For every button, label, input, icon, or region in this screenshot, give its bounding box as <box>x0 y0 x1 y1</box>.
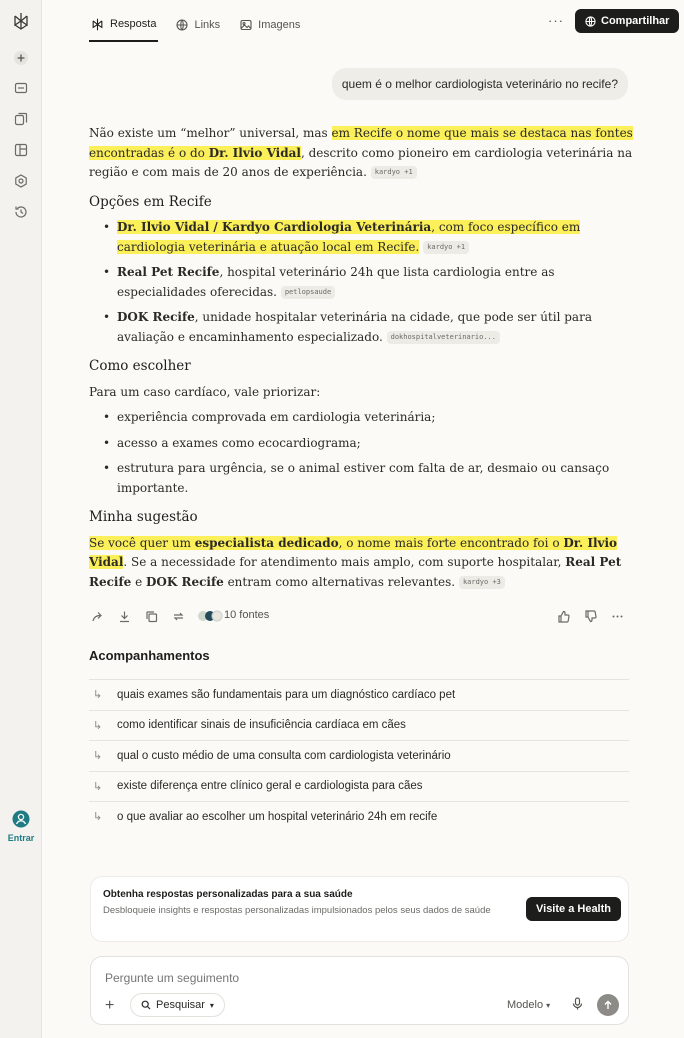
choose-list <box>89 408 634 498</box>
followup-composer <box>90 956 629 1025</box>
attach-plus-icon[interactable]: + <box>105 997 115 1014</box>
return-arrow-icon: ↳ <box>93 780 103 793</box>
sidebar <box>0 0 42 1038</box>
thumbs-down-icon[interactable] <box>582 608 598 624</box>
share-button[interactable] <box>575 9 679 33</box>
followup-text: existe diferença entre clínico geral e cardiologista para cães <box>117 780 423 793</box>
bold-name: Real Pet Recife <box>89 555 622 589</box>
share-label: Compartilhar <box>601 15 670 27</box>
download-icon[interactable] <box>116 608 132 624</box>
tab-label: Links <box>194 19 221 31</box>
followup-item[interactable] <box>89 710 629 741</box>
copy-icon[interactable] <box>143 608 159 624</box>
followup-text: como identificar sinais de insuficiência cardíaca em cães <box>117 719 406 732</box>
search-icon <box>141 1000 151 1010</box>
thumbs-up-icon[interactable] <box>555 608 571 624</box>
globe-icon <box>585 16 596 27</box>
return-arrow-icon: ↳ <box>93 689 103 702</box>
followup-item[interactable] <box>89 801 629 832</box>
bold-name: Real Pet Recife <box>117 265 220 279</box>
citation-badge[interactable]: petlopsaude <box>281 286 335 299</box>
model-label: Modelo <box>507 999 544 1011</box>
choose-heading: Como escolher <box>89 358 191 374</box>
tab-resposta[interactable] <box>89 8 158 42</box>
globe-icon <box>176 19 188 31</box>
user-query-bubble: quem é o melhor cardiologista veterinário no recife? <box>332 68 628 100</box>
followups-list <box>89 679 629 832</box>
tab-label: Imagens <box>258 19 301 31</box>
text: e <box>131 574 147 589</box>
followups-title: Acompanhamentos <box>89 648 210 663</box>
text: entram como alternativas relevantes. <box>223 574 456 589</box>
bold-text: especialista dedicado <box>194 535 339 550</box>
bold-name: Dr. Ilvio Vidal <box>89 535 618 569</box>
share-arrow-icon[interactable] <box>89 608 105 624</box>
followup-input[interactable] <box>105 971 505 985</box>
more-options-button[interactable]: ··· <box>548 13 564 28</box>
search-label: Pesquisar <box>156 999 205 1011</box>
image-icon <box>240 19 252 31</box>
answer-intro <box>89 124 634 183</box>
tab-label: Resposta <box>110 18 157 30</box>
text: Se você quer um <box>89 535 195 550</box>
text: . Se a necessidade for atendimento mais amplo, com suporte hospitalar, <box>123 555 566 569</box>
text: , com foco específico em cardiologia veterinária e atuação local em Recife. <box>117 220 581 254</box>
model-select[interactable] <box>507 999 550 1011</box>
text: , o nome mais forte encontrado foi o <box>338 535 564 550</box>
login-label[interactable]: Entrar <box>7 833 35 843</box>
text: , descrito como pioneiro em cardiologia veterinária na região e com mais de 20 anos de experiência. <box>89 145 633 179</box>
bold-name: DOK Recife <box>117 310 195 324</box>
health-title: Obtenha respostas personalizadas para a sua saúde <box>103 889 353 900</box>
answer-tabs <box>89 8 302 42</box>
health-subtitle: Desbloqueie insights e respostas personalizadas impulsionados pelos seus dados de saúde <box>103 905 491 916</box>
options-heading: Opções em Recife <box>89 193 212 210</box>
logo-icon[interactable] <box>11 11 31 31</box>
perplexity-icon <box>91 18 104 31</box>
list-item <box>89 218 634 257</box>
chevron-down-icon: ▾ <box>209 1000 214 1010</box>
followup-item[interactable] <box>89 771 629 802</box>
answer-body <box>89 124 634 592</box>
suggest-heading: Minha sugestão <box>89 509 198 525</box>
bold-name: Dr. Ilvio Vidal <box>208 145 301 160</box>
chevron-down-icon: ▾ <box>546 1001 551 1010</box>
search-mode-button[interactable] <box>130 993 225 1017</box>
more-icon[interactable] <box>609 608 625 624</box>
citation-badge[interactable]: kardyo +3 <box>459 576 505 589</box>
followup-text: quais exames são fundamentais para um diagnóstico cardíaco pet <box>117 688 456 701</box>
arrow-up-icon <box>603 1000 613 1010</box>
citation-badge[interactable]: kardyo +1 <box>423 241 469 254</box>
list-item <box>89 263 634 302</box>
health-promo-card <box>90 876 629 942</box>
list-item: • acesso a exames como ecocardiograma; <box>89 434 634 454</box>
text: Não existe um “melhor” universal, mas <box>89 126 332 140</box>
followup-text: o que avaliar ao escolher um hospital veterinário 24h em recife <box>117 810 438 823</box>
microphone-icon[interactable] <box>572 997 583 1015</box>
text: , hospital veterinário 24h que lista cardiologia entre as especialidades oferecidas. <box>117 265 555 299</box>
return-arrow-icon: ↳ <box>93 750 103 763</box>
list-item: • experiência comprovada em cardiologia veterinária; <box>89 408 634 428</box>
send-button[interactable] <box>597 994 619 1016</box>
text: , unidade hospitalar veterinária na cidade, que pode ser útil para avaliação e encaminhamento especializado. <box>117 310 592 344</box>
discover-icon[interactable] <box>11 78 31 98</box>
main-content <box>42 0 684 1038</box>
tab-imagens[interactable] <box>238 8 302 42</box>
options-list <box>89 218 634 347</box>
history-icon[interactable] <box>11 202 31 222</box>
followup-text: qual o custo médio de uma consulta com cardiologista veterinário <box>117 749 451 762</box>
settings-icon[interactable] <box>11 171 31 191</box>
sources-count[interactable]: 10 fontes <box>224 609 270 621</box>
text: em Recife o nome que mais se destaca nas fontes encontradas é o do <box>89 126 633 160</box>
bold-name: DOK Recife <box>146 574 224 589</box>
rewrite-icon[interactable] <box>170 608 186 624</box>
answer-actions <box>89 606 629 626</box>
list-item: • estrutura para urgência, se o animal estiver com falta de ar, desmaio ou cansaço importante. <box>89 459 634 498</box>
library-icon[interactable] <box>11 140 31 160</box>
return-arrow-icon: ↳ <box>93 719 103 732</box>
followup-item[interactable] <box>89 740 629 771</box>
suggest-paragraph <box>89 534 634 593</box>
choose-intro: Para um caso cardíaco, vale priorizar: <box>89 384 321 399</box>
followup-item[interactable] <box>89 679 629 710</box>
citation-badge[interactable]: kardyo +1 <box>371 166 417 179</box>
list-item <box>89 308 634 347</box>
tab-links[interactable] <box>174 8 222 42</box>
login-avatar-icon[interactable] <box>11 809 31 829</box>
citation-badge[interactable]: dokhospitalveterinario... <box>387 331 500 344</box>
spaces-icon[interactable] <box>11 109 31 129</box>
highlight <box>117 220 580 254</box>
return-arrow-icon: ↳ <box>93 811 103 824</box>
visit-health-button[interactable]: Visite a Health <box>526 897 621 921</box>
bold-name: Dr. Ilvio Vidal / Kardyo Cardiologia Veterinária <box>117 220 432 234</box>
new-thread-icon[interactable] <box>11 48 31 68</box>
sources-favicons-icon[interactable] <box>197 608 223 624</box>
